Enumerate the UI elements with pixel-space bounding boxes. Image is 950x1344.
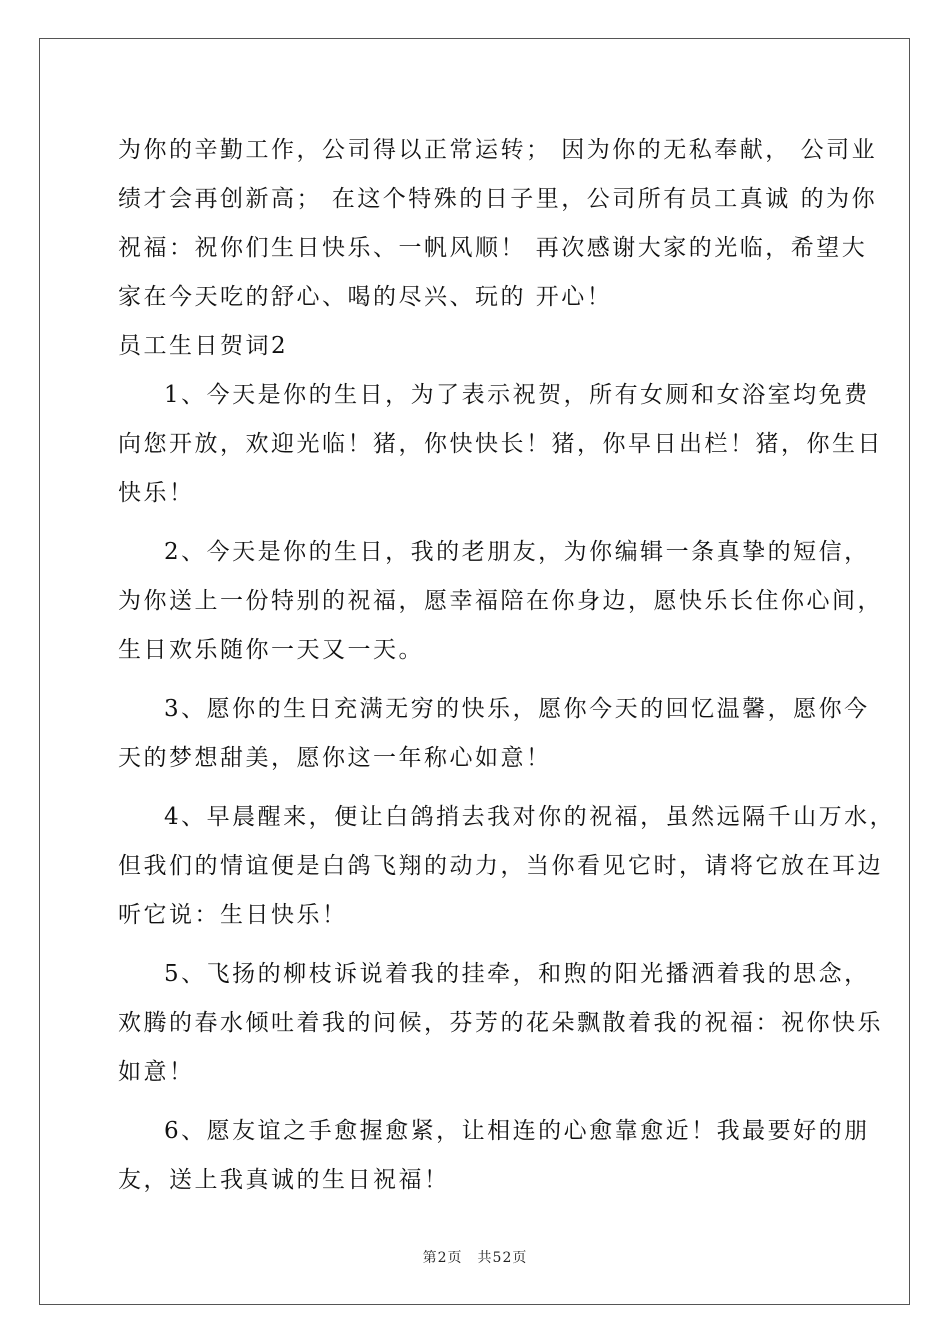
list-item	[118, 1107, 870, 1205]
section-title: 员工生日贺词2	[118, 333, 289, 359]
document-body	[118, 126, 896, 1205]
list-item	[118, 685, 870, 783]
item-line: 但我们的情谊便是白鸽飞翔的动力，当你看见它时，请将它放在耳边	[118, 853, 883, 879]
item-line: 生日欢乐随你一天又一天。	[118, 637, 424, 663]
item-line: 3、愿你的生日充满无穷的快乐，愿你今天的回忆温馨，愿你今	[164, 696, 870, 722]
item-line: 6、愿友谊之手愈握愈紧，让相连的心愈靠愈近！我最要好的朋	[164, 1118, 870, 1144]
item-line: 为你送上一份特别的祝福，愿幸福陪在你身边，愿快乐长住你心间，	[118, 588, 883, 614]
list-item	[118, 528, 883, 675]
item-line: 5、飞扬的柳枝诉说着我的挂牵，和煦的阳光播洒着我的思念，	[164, 961, 870, 987]
intro-line: 家在今天吃的舒心、喝的尽兴、玩的 开心！	[118, 284, 613, 310]
intro-line: 祝福：祝你们生日快乐、一帆风顺！ 再次感谢大家的光临，希望大	[118, 235, 868, 261]
item-line: 听它说：生日快乐！	[118, 902, 348, 928]
item-line: 向您开放，欢迎光临！猪，你快快长！猪，你早日出栏！猪，你生日	[118, 431, 883, 457]
intro-line: 绩才会再创新高； 在这个特殊的日子里，公司所有员工真诚 的为你	[118, 186, 878, 212]
item-line: 友，送上我真诚的生日祝福！	[118, 1167, 450, 1193]
item-line: 快乐！	[118, 480, 195, 506]
intro-line: 为你的辛勤工作，公司得以正常运转； 因为你的无私奉献， 公司业	[118, 137, 878, 163]
item-line: 1、今天是你的生日，为了表示祝贺，所有女厕和女浴室均免费	[164, 382, 870, 408]
item-line: 2、今天是你的生日，我的老朋友，为你编辑一条真挚的短信，	[164, 539, 870, 565]
page-number-footer: 第2页 共52页	[422, 1250, 528, 1266]
list-item	[118, 950, 883, 1097]
item-line: 天的梦想甜美，愿你这一年称心如意！	[118, 745, 552, 771]
item-line: 如意！	[118, 1059, 195, 1085]
item-line: 4、早晨醒来，便让白鸽捎去我对你的祝福，虽然远隔千山万水，	[164, 804, 896, 830]
list-item	[118, 793, 896, 940]
list-item	[118, 371, 883, 518]
item-line: 欢腾的春水倾吐着我的问候，芬芳的花朵飘散着我的祝福：祝你快乐	[118, 1010, 883, 1036]
intro-paragraph	[118, 126, 878, 322]
